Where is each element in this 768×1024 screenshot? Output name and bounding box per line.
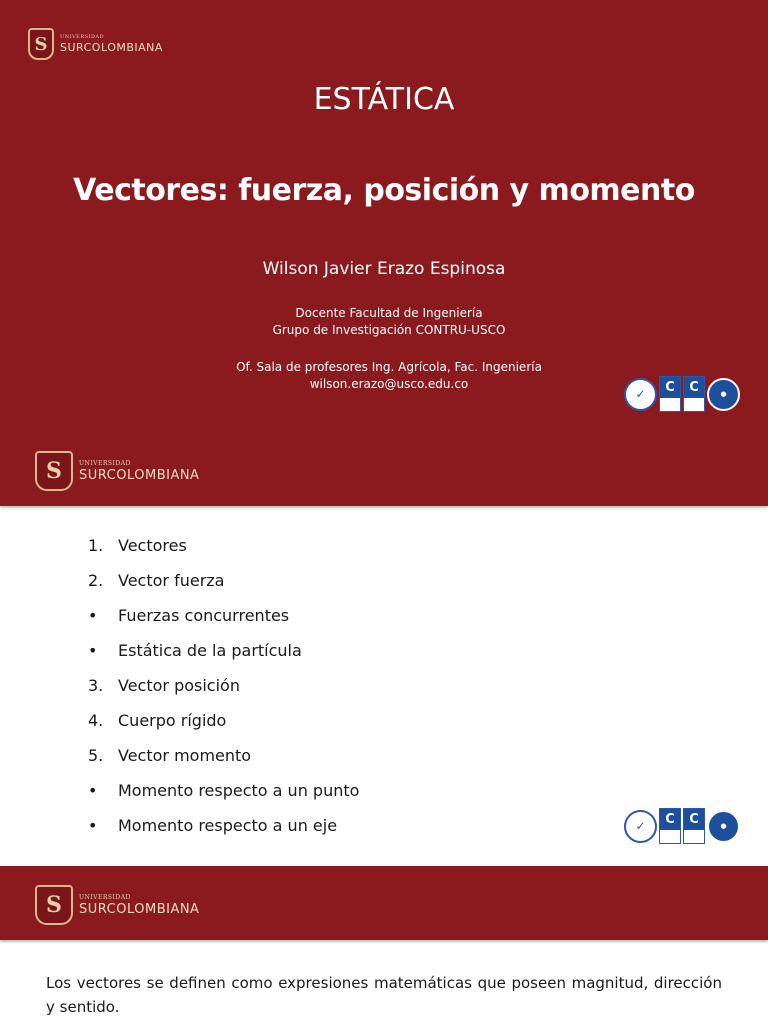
logo-name-text: SURCOLOMBIANA: [79, 467, 200, 483]
contact-email: wilson.erazo@usco.edu.co: [309, 377, 469, 391]
list-item: 2. Vector fuerza: [88, 571, 225, 590]
author-role: Docente Facultad de Ingeniería: [295, 306, 483, 320]
list-item: 5. Vector momento: [88, 746, 252, 765]
iqnet-cert-icon: ●: [707, 378, 740, 411]
logo-small-text: UNIVERSIDAD: [60, 34, 105, 40]
iqnet-cert-icon: ●: [707, 810, 740, 843]
presentation-subtitle: Vectores: fuerza, posición y momento: [73, 173, 695, 208]
university-logo: [35, 885, 199, 925]
list-item: • Estática de la partícula: [88, 641, 302, 660]
list-item: 3. Vector posición: [88, 676, 240, 695]
shield-icon: S: [35, 885, 73, 925]
contents-slide: [0, 432, 768, 866]
author-name: Wilson Javier Erazo Espinosa: [262, 259, 506, 279]
logo-name-text: SURCOLOMBIANA: [79, 901, 200, 917]
definition-slide: [0, 866, 768, 1024]
university-logo: [28, 28, 163, 60]
icontec-cert-icon: C: [659, 376, 681, 412]
colombia-seal-icon: ✓: [624, 810, 657, 843]
colombia-seal-icon: ✓: [624, 378, 657, 411]
certification-logos: [624, 376, 740, 412]
list-item: 4. Cuerpo rígido: [88, 711, 227, 730]
iso-cert-icon: C: [683, 808, 705, 844]
presentation-title: ESTÁTICA: [313, 82, 455, 117]
header-band: [0, 432, 768, 506]
shield-icon: S: [28, 28, 54, 60]
certification-logos: [624, 808, 740, 844]
list-item: 1. Vectores: [88, 536, 187, 555]
header-band: [0, 866, 768, 940]
logo-small-text: UNIVERSIDAD: [79, 893, 131, 901]
iso-cert-icon: C: [683, 376, 705, 412]
list-item: • Fuerzas concurrentes: [88, 606, 290, 625]
list-item: • Momento respecto a un eje: [88, 816, 338, 835]
logo-small-text: UNIVERSIDAD: [79, 459, 131, 467]
logo-name-text: SURCOLOMBIANA: [60, 41, 163, 54]
list-item: • Momento respecto a un punto: [88, 781, 360, 800]
research-group: Grupo de Investigación CONTRU-USCO: [272, 323, 506, 337]
university-logo: [35, 451, 199, 491]
shield-icon: S: [35, 451, 73, 491]
title-slide: [0, 0, 768, 432]
contents-list: [88, 536, 359, 851]
office-location: Of. Sala de profesores Ing. Agrícola, Fac. Ingeniería: [236, 360, 542, 374]
icontec-cert-icon: C: [659, 808, 681, 844]
definition-text: Los vectores se definen como expresiones matemáticas que poseen magnitud, dirección y sentido.: [46, 974, 722, 1016]
